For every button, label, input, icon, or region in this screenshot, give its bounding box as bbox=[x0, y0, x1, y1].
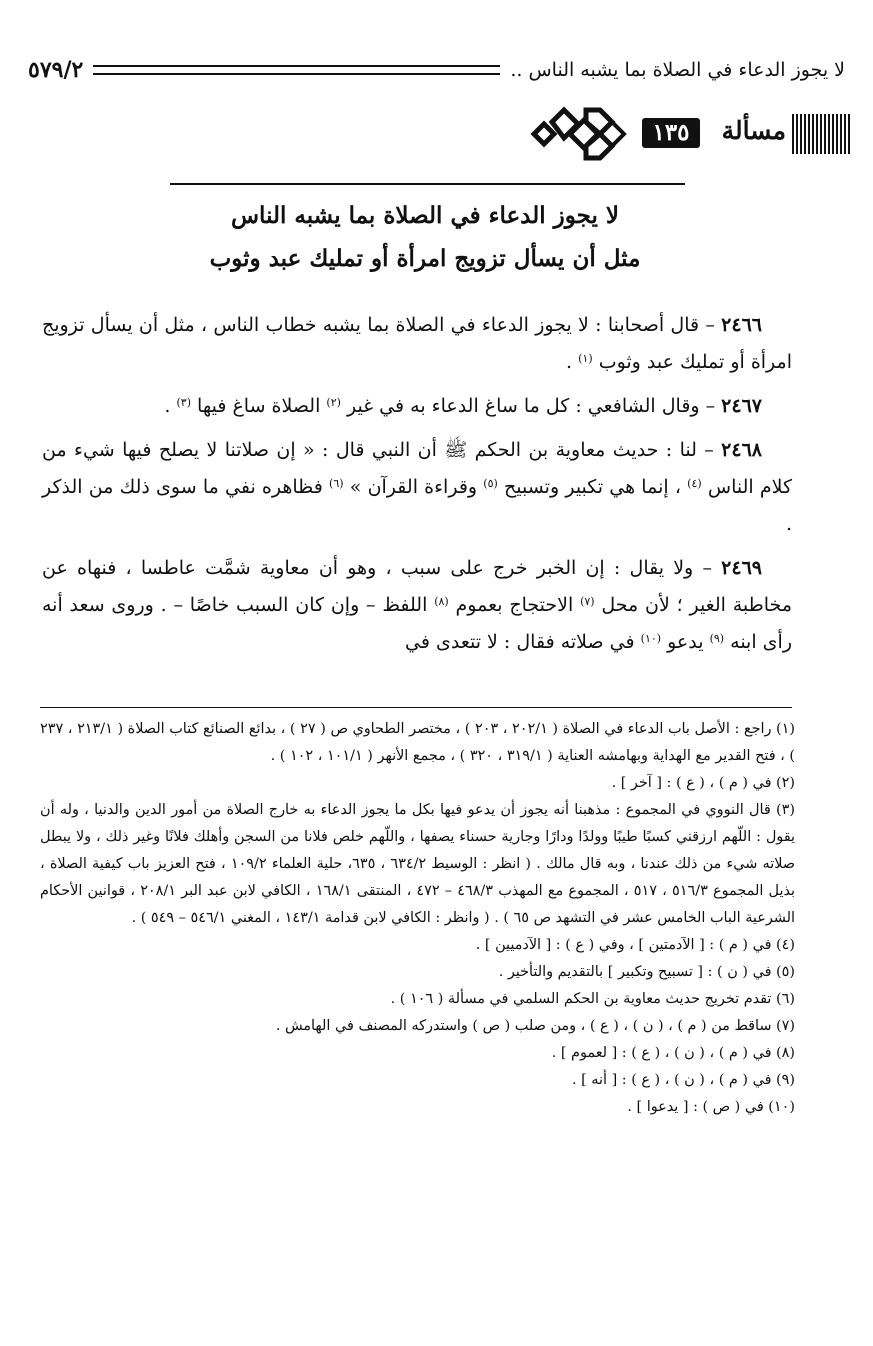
footnote: (٤) في ( م ) : [ الآدمتين ] ، وفي ( ع ) : [ الآدميين ] . bbox=[475, 937, 795, 953]
running-head-double-rule bbox=[93, 65, 500, 75]
footnote-rule bbox=[40, 707, 792, 708]
geometric-ornament-icon bbox=[520, 100, 630, 168]
footnote: (٨) في ( م ) ، ( ن ) ، ( ع ) : [ لعموم ] . bbox=[551, 1045, 795, 1061]
body-paragraph: ٢٤٦٨ – لنا : حديث معاوية بن الحكم ﷺ أن النبي قال : « إن صلاتنا لا يصلح فيها شيء من كلام الناس $^{(٤)}$ ، إنما هي تكبير وتسبيح $^{(٥)}$ وقراءة القرآن » $^{(٦)}$ فظاهره نفي ما سوى ذلك من الذكر . bbox=[42, 439, 793, 535]
footnote: (١٠) في ( ص ) : [ يدعوا ] . bbox=[627, 1099, 795, 1115]
running-head bbox=[28, 50, 845, 90]
footnotes bbox=[40, 716, 795, 1121]
issue-label: مسألة bbox=[721, 116, 786, 145]
footnote: (٧) ساقط من ( م ) ، ( ن ) ، ( ع ) ، ومن صلب ( ص ) واستدركه المصنف في الهامش . bbox=[275, 1018, 795, 1034]
issue-title-line-1: لا يجوز الدعاء في الصلاة بما يشبه الناس bbox=[230, 202, 620, 229]
page-reference: ٥٧٩/٢ bbox=[28, 57, 84, 83]
body-paragraph: ٢٤٦٦ – قال أصحابنا : لا يجوز الدعاء في الصلاة بما يشبه خطاب الناس ، مثل أن يسأل تزويج امرأة أو تمليك عبد وثوب $^{(١)}$ . bbox=[42, 314, 792, 373]
decorative-barcode-band bbox=[792, 114, 850, 154]
issue-banner bbox=[520, 100, 850, 170]
footnote: (٢) في ( م ) ، ( ع ) : [ آخر ] . bbox=[611, 775, 795, 791]
issue-title-line-2: مثل أن يسأل تزويج امرأة أو تمليك عبد وثوب bbox=[209, 245, 641, 272]
issue-number-badge: ١٣٥ bbox=[642, 118, 700, 148]
issue-title bbox=[160, 194, 690, 280]
main-body bbox=[42, 307, 792, 668]
footnote: (٣) قال النووي في المجموع : مذهبنا أنه يجوز أن يدعو فيها بكل ما يجوز الدعاء به خارج الصلاة من أمور الدين والدنيا ، وله أن يقول : اللّهم ارزقني كسبًا طيبًا وولدًا ودارًا وجارية حسناء يصفها ، واللّهم خلص فلانا من السجن وأهلك فلانًا وغير ذلك ، ولا يبطل صلاته شيء من ذلك عندنا ، وبه قال مالك . ( انظر : الوسيط ٦٣٤/٢ ، ٦٣٥، حلية العلماء ١٠٩/٢ ، فتح العزيز باب كيفية الصلاة ، بذيل المجموع ٥١٦/٣ ، ٥١٧ ، المجموع مع المهذب ٤٦٨/٣ – ٤٧٢ ، المنتقى ١٦٨/١ ، الكافي لابن عبد البر ٢٠٨/١ ، قوانين الأحكام الشرعية الباب الخامس عشر في التشهد ص ٦٥ ) . ( وانظر : الكافي لابن قدامة ١٤٣/١ ، المغني ٥٤٦/١ – ٥٤٩ ) . bbox=[40, 802, 796, 926]
footnote: (٦) تقدم تخريج حديث معاوية بن الحكم السلمي في مسألة ( ١٠٦ ) . bbox=[390, 991, 795, 1007]
footnote: (٩) في ( م ) ، ( ن ) ، ( ع ) : [ أنه ] . bbox=[571, 1072, 795, 1088]
running-head-title: لا يجوز الدعاء في الصلاة بما يشبه الناس .. bbox=[510, 59, 845, 81]
body-paragraph: ٢٤٦٩ – ولا يقال : إن الخبر خرج على سبب ، وهو أن معاوية شمَّت عاطسا ، فنهاه عن مخاطبة الغير ؛ لأن محل $^{(٧)}$ الاحتجاج بعموم $^{(٨)}$ اللفظ – وإن كان السبب خاصًا – . وروى سعد أنه رأى ابنه $^{(٩)}$ يدعو $^{(١٠)}$ في صلاته فقال : لا تتعدى في bbox=[42, 557, 792, 653]
body-paragraph: ٢٤٦٧ – وقال الشافعي : كل ما ساغ الدعاء به في غير $^{(٢)}$ الصلاة ساغ فيها $^{(٣)}$ . bbox=[164, 395, 762, 417]
footnote: (٥) في ( ن ) : [ تسبيح وتكبير ] بالتقديم والتأخير . bbox=[498, 964, 795, 980]
title-rule bbox=[170, 183, 685, 185]
footnote: (١) راجع : الأصل باب الدعاء في الصلاة ( ٢٠٢/١ ، ٢٠٣ ) ، مختصر الطحاوي ص ( ٢٧ ) ، بدائع الصنائع كتاب الصلاة ( ٢١٣/١ ، ٢٣٧ ) ، فتح القدير مع الهداية وبهامشه العناية ( ٣١٩/١ ، ٣٢٠ ) ، مجمع الأنهر ( ١٠١/١ ، ١٠٢ ) . bbox=[40, 721, 795, 764]
